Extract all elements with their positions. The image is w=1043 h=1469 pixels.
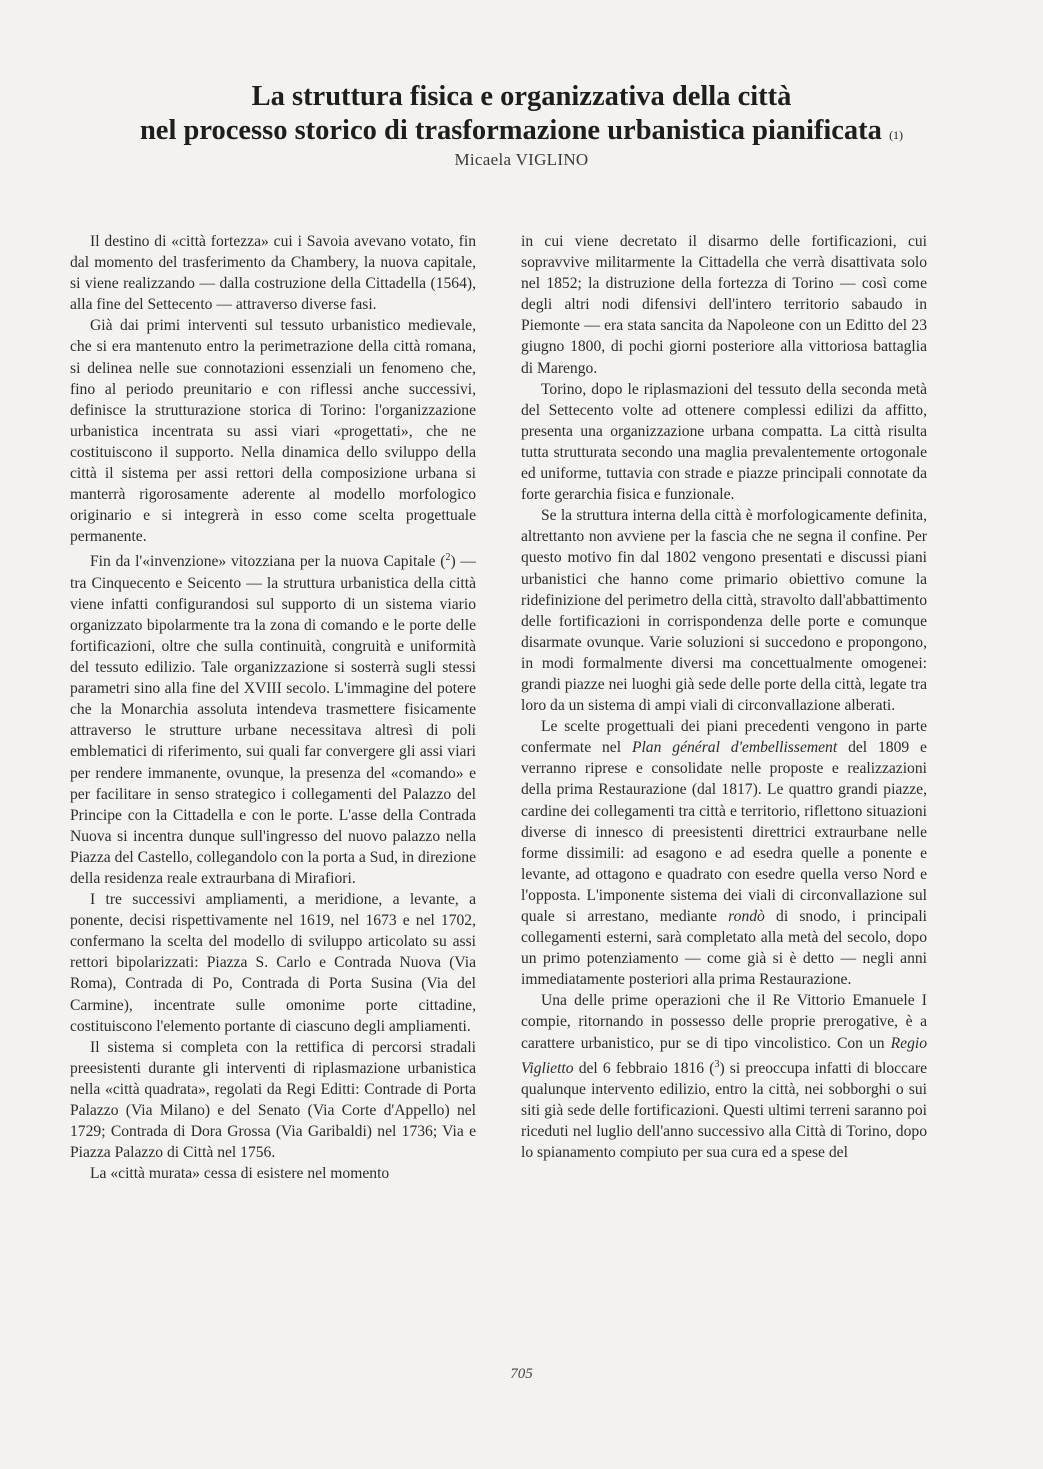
paragraph: Il sistema si completa con la rettifica di percorsi stradali preesistenti durante gli interventi di riplasmazione urbanistica nella «città quadrata», regolati da Regi Editti: Contrade di Porta Palazzo (Via Milano) e del Senato (Via Corte d'Appello) nel 1729; Contrada di Dora Grossa (Via Garibaldi) nel 1736; Via e Piazza Palazzo di Città nel 1756. xyxy=(70,1038,476,1162)
paragraph: Torino, dopo le riplasmazioni del tessuto della seconda metà del Settecento volte ad ottenere complessi edilizi da affitto, presenta una organizzazione urbana compatta. La città risulta tutta strutturata secondo una maglia prevalentemente ortogonale ed uniforme, tuttavia con strade e piazze principali connotate da forte gerarchia fisica e funzionale. xyxy=(521,380,927,504)
page-number: 705 xyxy=(510,1366,533,1382)
right-column xyxy=(521,231,927,1163)
paragraph-text: Una delle prime operazioni che il Re Vittorio Emanuele I compie, ritornando in possesso delle proprie prerogative, è a carattere urbanistico, pur se di tipo vincolistico. Con un xyxy=(521,992,927,1052)
paragraph-text: del 6 febbraio 1816 ( xyxy=(573,1059,715,1077)
paragraph-text: di snodo, i principali collegamenti esterni, sarà completato alla metà del secolo, dopo un primo potenziamento — come già si è detto — negli anni immediatamente posteriori alla prima Restaurazione. xyxy=(521,908,927,989)
footnote-ref: 3 xyxy=(714,1058,720,1070)
decree-title: Regio Viglietto xyxy=(521,1034,927,1077)
paragraph-text: ) si preoccupa infatti di bloccare qualunque intervento edilizio, entro la città, nei sobborghi o sui siti già sede delle fortificazioni. Questi ultimi terreni saranno poi riceduti nel luglio dell'anno successivo alla Città di Torino, dopo lo spianamento compiuto per sua cura ed a spese del xyxy=(521,1059,928,1162)
title-line-2 xyxy=(40,114,1003,148)
paragraph-text: Fin da l'«invenzione» vitozziana per la nuova Capitale ( xyxy=(90,553,446,571)
paragraph: in cui viene decretato il disarmo delle fortificazioni, cui sopravvive militarmente la Cittadella che verrà disattivata solo nel 1852; la distruzione della fortezza di Torino — così come degli altri nodi difensivi dell'intero territorio sabaudo in Piemonte — era stata sancita da Napoleone con un Editto del 23 giugno 1800, di pochi giorni posteriore alla vittoriosa battaglia di Marengo. xyxy=(521,233,927,377)
title-footnote-ref: (1) xyxy=(889,128,904,142)
author-name: Micaela VIGLINO xyxy=(454,150,589,169)
footnote-ref: 2 xyxy=(445,552,451,564)
plan-title: Plan général d'embellissement xyxy=(631,739,838,757)
paragraph-text: Le scelte progettuali dei piani precedenti vengono in parte confermate nel xyxy=(521,718,927,757)
article-title xyxy=(40,80,1003,148)
title-line-1: La struttura fisica e organizzativa della città xyxy=(251,81,792,112)
paragraph xyxy=(70,547,476,889)
paragraph-text: ) — tra Cinquecento e Seicento — la struttura urbanistica della città viene infatti configurandosi sul supporto di un sistema viario organizzato bipolarmente tra la zona di comando e le porte delle fortificazioni, oltre che sulla continuità, congruità e uniformità del tessuto edilizio. Tale organizzazione si sosterrà sugli stessi parametri sino alla fine del XVIII secolo. L'immagine del potere che la Monarchia assoluta intendeva trasmettere fisicamente attraverso le strutture urbane necessitava altresì di poli emblematici di riferimento, sui quali far convergere gli assi viari per rendere immanente, ovunque, la presenza del «comando» e per facilitare in senso strategico i collegamenti del Palazzo del Principe con la Cittadella e con le porte. L'asse della Contrada Nuova si incentra dunque sull'ingresso del nuovo palazzo nella Piazza del Castello, collegandolo con la porta a Sud, in direzione della residenza reale extraurbana di Mirafiori. xyxy=(70,553,477,887)
paragraph: Se la struttura interna della città è morfologicamente definita, altrettanto non avviene per la fascia che ne segna il confine. Per questo motivo fin dal 1802 vengono presentati e discussi piani urbanistici che hanno come primario obiettivo comune la ridefinizione del perimetro della città, stravolto dall'abbattimento delle fortificazioni in corrispondenza delle porte e comunque disarmate ovunque. Varie soluzioni si succedono e propongono, in modi formalmente diversi ma concettualmente omogenei: grandi piazze nei luoghi già sede delle porte della città, legate tra loro da un sistema di ampi viali di circonvallazione alberati. xyxy=(521,507,927,715)
paragraph xyxy=(521,990,927,1163)
left-column xyxy=(70,231,476,1184)
paragraph-text: del 1809 e verranno riprese e consolidate nelle proposte e realizzazioni della prima Restaurazione (dal 1817). Le quattro grandi piazze, cardine dei collegamenti tra città e territorio, riflettono situazioni diverse di innesco di preesistenti direttrici extraurbane nelle forme dissimili: ad esagono e ad esedra quelle a ponente e levante, ad ottagono e quadrato con esedre quella verso Nord e l'opposta. L'imponente sistema dei viali di circonvallazione sul quale si arrestano, mediante xyxy=(521,739,927,925)
title-line-2-text: nel processo storico di trasformazione urbanistica pianificata xyxy=(139,115,882,146)
italic-term: rondò xyxy=(728,908,765,925)
paragraph: I tre successivi ampliamenti, a meridione, a levante, a ponente, decisi rispettivamente nel 1619, nel 1673 e nel 1702, confermano la scelta del modello di sviluppo articolato su assi rettori bipolarizzati: Piazza S. Carlo e Contrada Nuova (Via Roma), Contrada di Po, Contrada di Porta Susina (Via del Carmine), incentrate sulle omonime porte cittadine, costituiscono l'elemento portante di ciascuno degli ampliamenti. xyxy=(70,891,476,1035)
paragraph: Già dai primi interventi sul tessuto urbanistico medievale, che si era mantenuto entro la perimetrazione della città romana, si delinea nelle sue connotazioni essenziali un fenomeno che, fino al periodo preunitario e con riflessi anche successivi, definisce la strutturazione storica di Torino: l'organizzazione urbanistica incentrata su assi viari «progettati», che ne costituiscono il supporto. Nella dinamica dello sviluppo della città il sistema per assi rettori della composizione urbana si manterrà rigorosamente aderente al modello morfologico originario e si integrerà in esso come scelta progettuale permanente. xyxy=(70,317,476,546)
paragraph: La «città murata» cessa di esistere nel momento xyxy=(90,1165,390,1183)
paragraph xyxy=(521,716,927,990)
paragraph: Il destino di «città fortezza» cui i Savoia avevano votato, fin dal momento del trasferimento da Chambery, la nuova capitale, si viene realizzando — dalla costruzione della Cittadella (1564), alla fine del Settecento — attraverso diverse fasi. xyxy=(70,233,476,314)
